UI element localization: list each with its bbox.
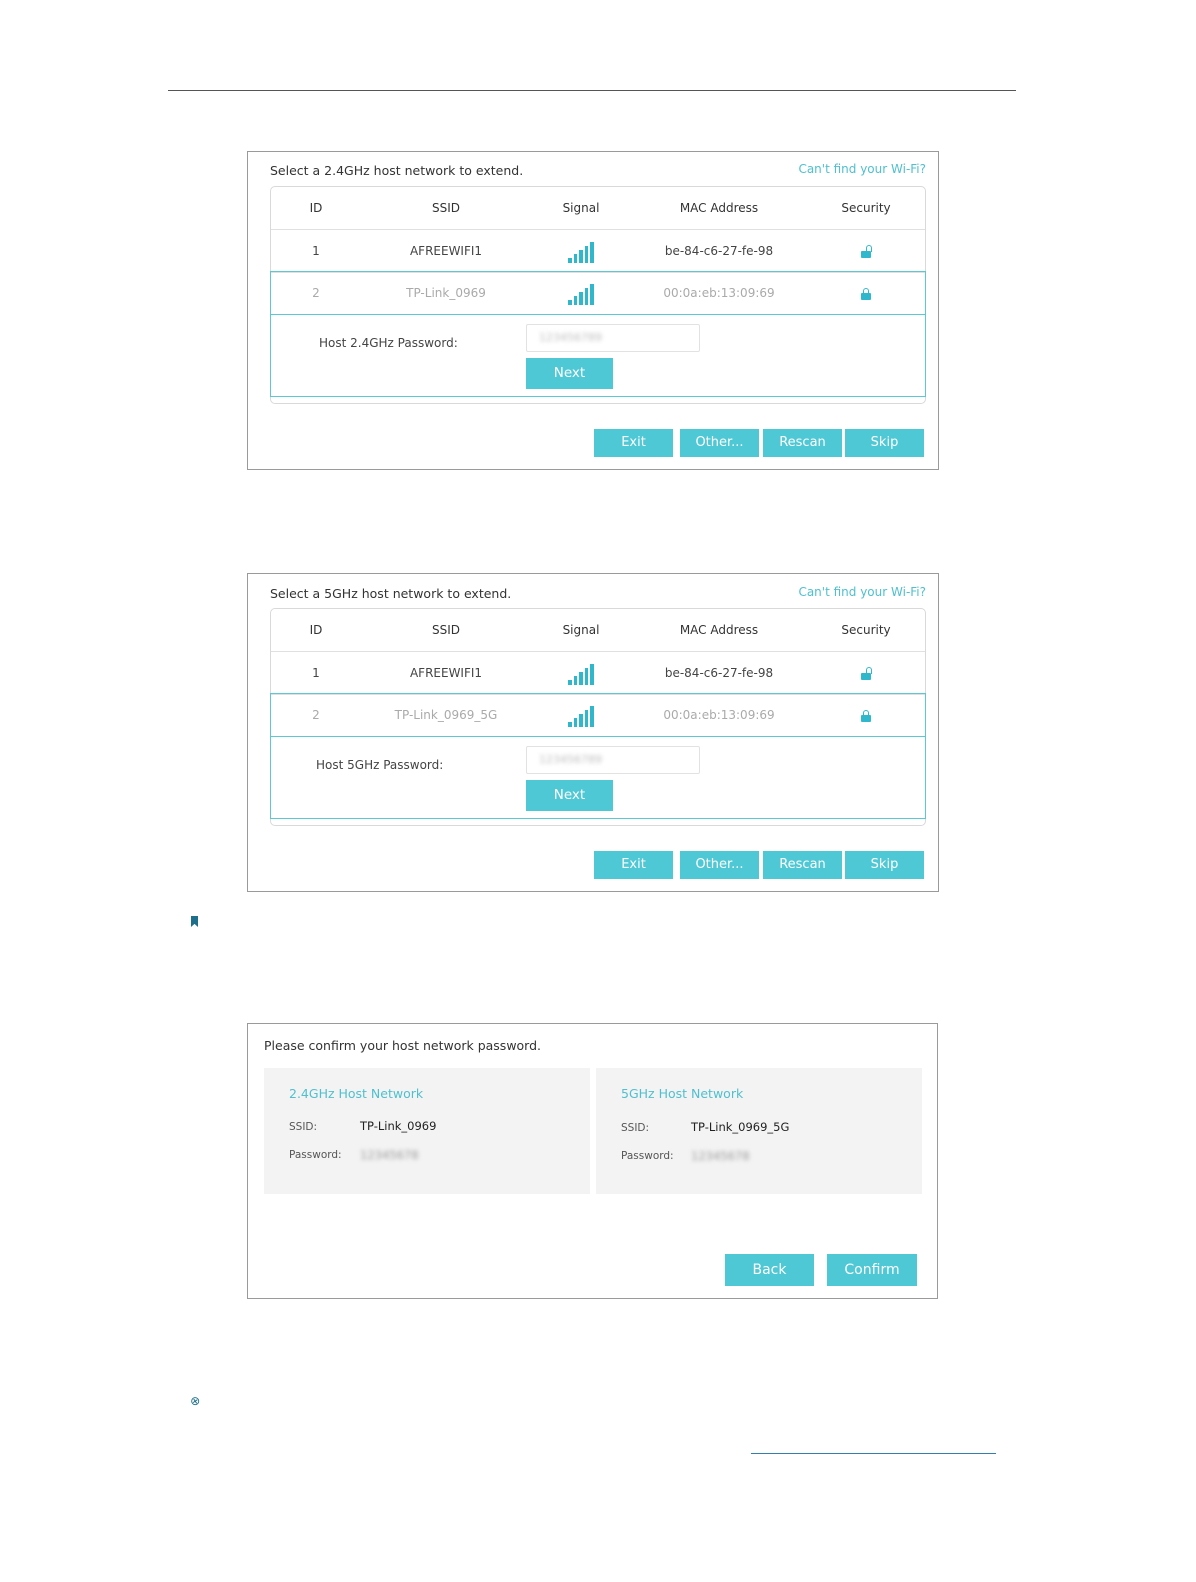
- table-header: [271, 609, 925, 652]
- lock-icon: [807, 272, 925, 314]
- next-button[interactable]: Next: [526, 358, 613, 389]
- row-ssid: AFREEWIFI1: [409, 666, 483, 680]
- table-row-selected[interactable]: [271, 272, 925, 315]
- rescan-button[interactable]: Rescan: [763, 429, 842, 457]
- host-network-5ghz: [596, 1068, 922, 1194]
- password-value: 12345678: [691, 1149, 750, 1163]
- ssid-value: TP-Link_0969: [360, 1119, 437, 1133]
- panel-title: Select a 5GHz host network to extend.: [270, 586, 512, 601]
- col-mac: MAC Address: [679, 201, 759, 215]
- exit-button[interactable]: Exit: [594, 429, 673, 457]
- table-row[interactable]: [271, 652, 925, 695]
- note-bookmark-icon: [191, 916, 198, 927]
- col-ssid: SSID: [431, 623, 460, 637]
- panel-title: Select a 2.4GHz host network to extend.: [270, 163, 524, 178]
- exit-button[interactable]: Exit: [594, 851, 673, 879]
- row-id: 1: [312, 666, 320, 680]
- password-label: Password:: [621, 1150, 674, 1162]
- signal-icon: [531, 230, 631, 272]
- rescan-button[interactable]: Rescan: [763, 851, 842, 879]
- table-row[interactable]: [271, 230, 925, 273]
- password-label: Password:: [289, 1149, 342, 1161]
- panel-5ghz: [247, 573, 939, 892]
- confirm-button[interactable]: Confirm: [827, 1254, 917, 1286]
- col-id: ID: [309, 623, 323, 637]
- row-mac: 00:0a:eb:13:09:69: [663, 708, 775, 722]
- row-id: 2: [312, 286, 320, 300]
- col-signal: Signal: [562, 623, 600, 637]
- signal-icon: [531, 694, 631, 736]
- net-title: 5GHz Host Network: [621, 1086, 744, 1101]
- row-id: 1: [312, 244, 320, 258]
- selected-network-box: [270, 271, 926, 397]
- other-button[interactable]: Other...: [680, 429, 759, 457]
- col-mac: MAC Address: [679, 623, 759, 637]
- cant-find-wifi-link[interactable]: Can't find your Wi-Fi?: [798, 162, 926, 176]
- table-row-selected[interactable]: [271, 694, 925, 737]
- host-password-input[interactable]: 123456789: [526, 324, 700, 352]
- password-value: 12345678: [360, 1148, 419, 1162]
- unlocked-icon: [807, 652, 925, 694]
- row-ssid: AFREEWIFI1: [409, 244, 483, 258]
- skip-button[interactable]: Skip: [845, 429, 924, 457]
- network-table: [270, 186, 926, 404]
- row-id: 2: [312, 708, 320, 722]
- col-id: ID: [309, 201, 323, 215]
- panel-confirm: [247, 1023, 938, 1299]
- row-mac: be-84-c6-27-fe-98: [664, 666, 774, 680]
- next-button[interactable]: Next: [526, 780, 613, 811]
- paperclip-icon: ⊕: [186, 1392, 204, 1410]
- row-mac: be-84-c6-27-fe-98: [664, 244, 774, 258]
- row-mac: 00:0a:eb:13:09:69: [663, 286, 775, 300]
- row-ssid: TP-Link_0969_5G: [394, 708, 498, 722]
- col-security: Security: [841, 623, 891, 637]
- signal-icon: [531, 272, 631, 314]
- link-underline: [751, 1453, 996, 1454]
- col-security: Security: [841, 201, 891, 215]
- host-network-24ghz: [264, 1068, 590, 1194]
- skip-button[interactable]: Skip: [845, 851, 924, 879]
- host-password-input[interactable]: 123456789: [526, 746, 700, 774]
- ssid-value: TP-Link_0969_5G: [691, 1120, 790, 1134]
- unlocked-icon: [807, 230, 925, 272]
- col-signal: Signal: [562, 201, 600, 215]
- net-title: 2.4GHz Host Network: [289, 1086, 424, 1101]
- other-button[interactable]: Other...: [680, 851, 759, 879]
- page-header-rule: [168, 90, 1016, 91]
- selected-network-box: [270, 693, 926, 819]
- panel-24ghz: [247, 151, 939, 470]
- lock-icon: [807, 694, 925, 736]
- ssid-label: SSID:: [289, 1121, 318, 1133]
- back-button[interactable]: Back: [725, 1254, 814, 1286]
- host-password-label: Host 5GHz Password:: [316, 758, 444, 772]
- table-header: [271, 187, 925, 230]
- signal-icon: [531, 652, 631, 694]
- host-password-label: Host 2.4GHz Password:: [319, 336, 458, 350]
- row-ssid: TP-Link_0969: [406, 286, 486, 300]
- col-ssid: SSID: [431, 201, 460, 215]
- cant-find-wifi-link[interactable]: Can't find your Wi-Fi?: [798, 585, 926, 599]
- ssid-label: SSID:: [621, 1122, 650, 1134]
- network-table: [270, 608, 926, 826]
- confirm-title: Please confirm your host network password.: [264, 1038, 542, 1053]
